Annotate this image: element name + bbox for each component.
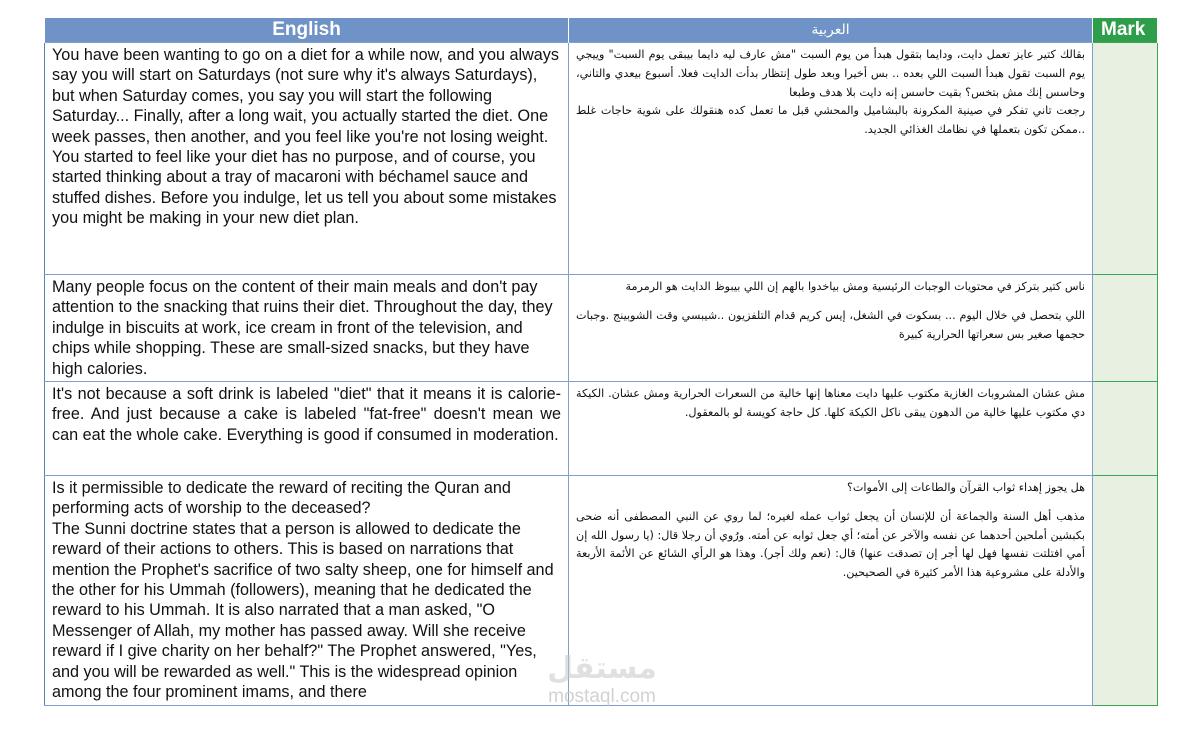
mark-column-header: Mark bbox=[1093, 18, 1158, 43]
arabic-paragraph: مذهب أهل السنة والجماعة أن للإنسان أن يجعل ثواب عمله لغيره؛ لما روي عن النبي المصطفى أنه ضحى بكبشين أملحين أحدهما عن نفسه والآخر عن أمته؛ أي جعل ثوابه عن أمته. ورُوي أن رجلا قال: (يا رسول الله إن أمي افتلتت نفسها فهل لها أجر إن تصدقت عنها) قال: (نعم ولك أجر). وهذا هو الرأي الشائع عن الأئمة الأربعة والأدلة على مشروعية هذا الأمر كثيرة في الصحيحين. bbox=[576, 509, 1085, 580]
arabic-cell[interactable]: مش عشان المشروبات الغازية مكتوب عليها دايت معناها إنها خالية من السعرات الحرارية ومش عشان. الكيكة دي مكتوب عليها خالية من الدهون يبقى ناكل الكيكة كلها. كل حاجة كويسة لو بالمعقول. bbox=[569, 382, 1093, 476]
mark-cell[interactable] bbox=[1093, 43, 1158, 275]
english-paragraph: The Sunni doctrine states that a person is allowed to dedicate the reward of their actions to others. This is based on narrations that mention the Prophet's sacrifice of two salty sheep, one for himself and the other for his Ummah (followers), meaning that he dedicated the reward to his Ummah. It is also narrated that a man asked, "O Messenger of Allah, my mother has passed away. Will she receive reward if I give charity on her behalf?" The Prophet answered, "Yes, and you will be rewarded as well." This is the widespread opinion among the four prominent imams, and there bbox=[52, 519, 554, 702]
arabic-paragraph: رجعت تاني تفكر في صينية المكرونة بالبشاميل والمحشي قبل ما تعمل كده هنقولك على شوية حاجات غلط ..ممكن تكون بتعملها في نظامك الغذائي الجديد. bbox=[576, 104, 1085, 137]
english-cell[interactable]: You have been wanting to go on a diet for a while now, and you always say you will start on Saturdays (not sure why it's always Saturdays), but when Saturday comes, you say you will start the following Saturday... Finally, after a long wait, you actually started the diet. One week passes, then another, and you feel like you're not losing weight. You started to feel like your diet has no purpose, and of course, you started thinking about a tray of macaroni with béchamel sauce and stuffed dishes. Before you indulge, let us tell you about some mistakes you might be making in your new diet plan. bbox=[45, 43, 569, 275]
table-row bbox=[45, 382, 1158, 476]
translation-sheet bbox=[44, 18, 1157, 706]
table-row bbox=[45, 476, 1158, 705]
paragraph-spacer bbox=[576, 297, 1085, 307]
arabic-paragraph: بقالك كتير عايز تعمل دايت، ودايما بتقول هبدأ من يوم السبت "مش عارف ليه دايما بيبقى يوم السبت" وييجي يوم السبت تقول هبدأ السبت اللي بعده .. بس أخيرا وبعد طول إنتظار بدأت الدايت فعلا. أسبوع بيعدي والتاني، وحاسس إنك مش بتخس؟ بقيت حاسس إنه دايت بلا هدف وطبعا bbox=[576, 48, 1085, 99]
table-row bbox=[45, 43, 1158, 275]
watermark-url: mostaql.com bbox=[548, 686, 656, 707]
english-paragraph: Is it permissible to dedicate the reward of reciting the Quran and performing acts of worship to the deceased? bbox=[52, 479, 511, 518]
translation-table bbox=[44, 18, 1158, 706]
table-row bbox=[45, 275, 1158, 382]
arabic-column-header: العربية bbox=[569, 18, 1093, 43]
arabic-paragraph: اللي بتحصل في خلال اليوم ... بسكوت في الشغل، إيس كريم قدام التلفزيون ..شيبسي وقت الشوبينج .وجبات حجمها صغير بس سعراتها الحرارية كبيرة bbox=[576, 308, 1085, 341]
paragraph-spacer bbox=[576, 498, 1085, 508]
arabic-cell[interactable] bbox=[569, 476, 1093, 705]
arabic-paragraph: هل يجوز إهداء ثواب القرآن والطاعات إلى الأموات؟ bbox=[846, 481, 1085, 495]
mark-cell[interactable] bbox=[1093, 476, 1158, 705]
english-column-header: English bbox=[45, 18, 569, 43]
arabic-paragraph: ناس كتير بتركز في محتويات الوجبات الرئيسية ومش بياخدوا بالهم إن اللي بيبوظ الدايت هو الرمرمة bbox=[625, 280, 1085, 293]
english-cell[interactable]: Many people focus on the content of their main meals and don't pay attention to the snacking that ruins their diet. Throughout the day, they indulge in biscuits at work, ice cream in front of the television, and chips while shopping. These are small-sized snacks, but they have high calories. bbox=[45, 275, 569, 382]
arabic-cell[interactable] bbox=[569, 275, 1093, 382]
arabic-cell[interactable] bbox=[569, 43, 1093, 275]
watermark-logo: مستقل bbox=[547, 651, 657, 686]
english-cell[interactable] bbox=[45, 476, 569, 705]
english-cell[interactable]: It's not because a soft drink is labeled "diet" that it means it is calorie-free. And just because a cake is labeled "fat-free" doesn't mean we can eat the whole cake. Everything is good if consumed in moderation. bbox=[45, 382, 569, 476]
mark-cell[interactable] bbox=[1093, 275, 1158, 382]
header-row bbox=[45, 18, 1158, 43]
mark-cell[interactable] bbox=[1093, 382, 1158, 476]
